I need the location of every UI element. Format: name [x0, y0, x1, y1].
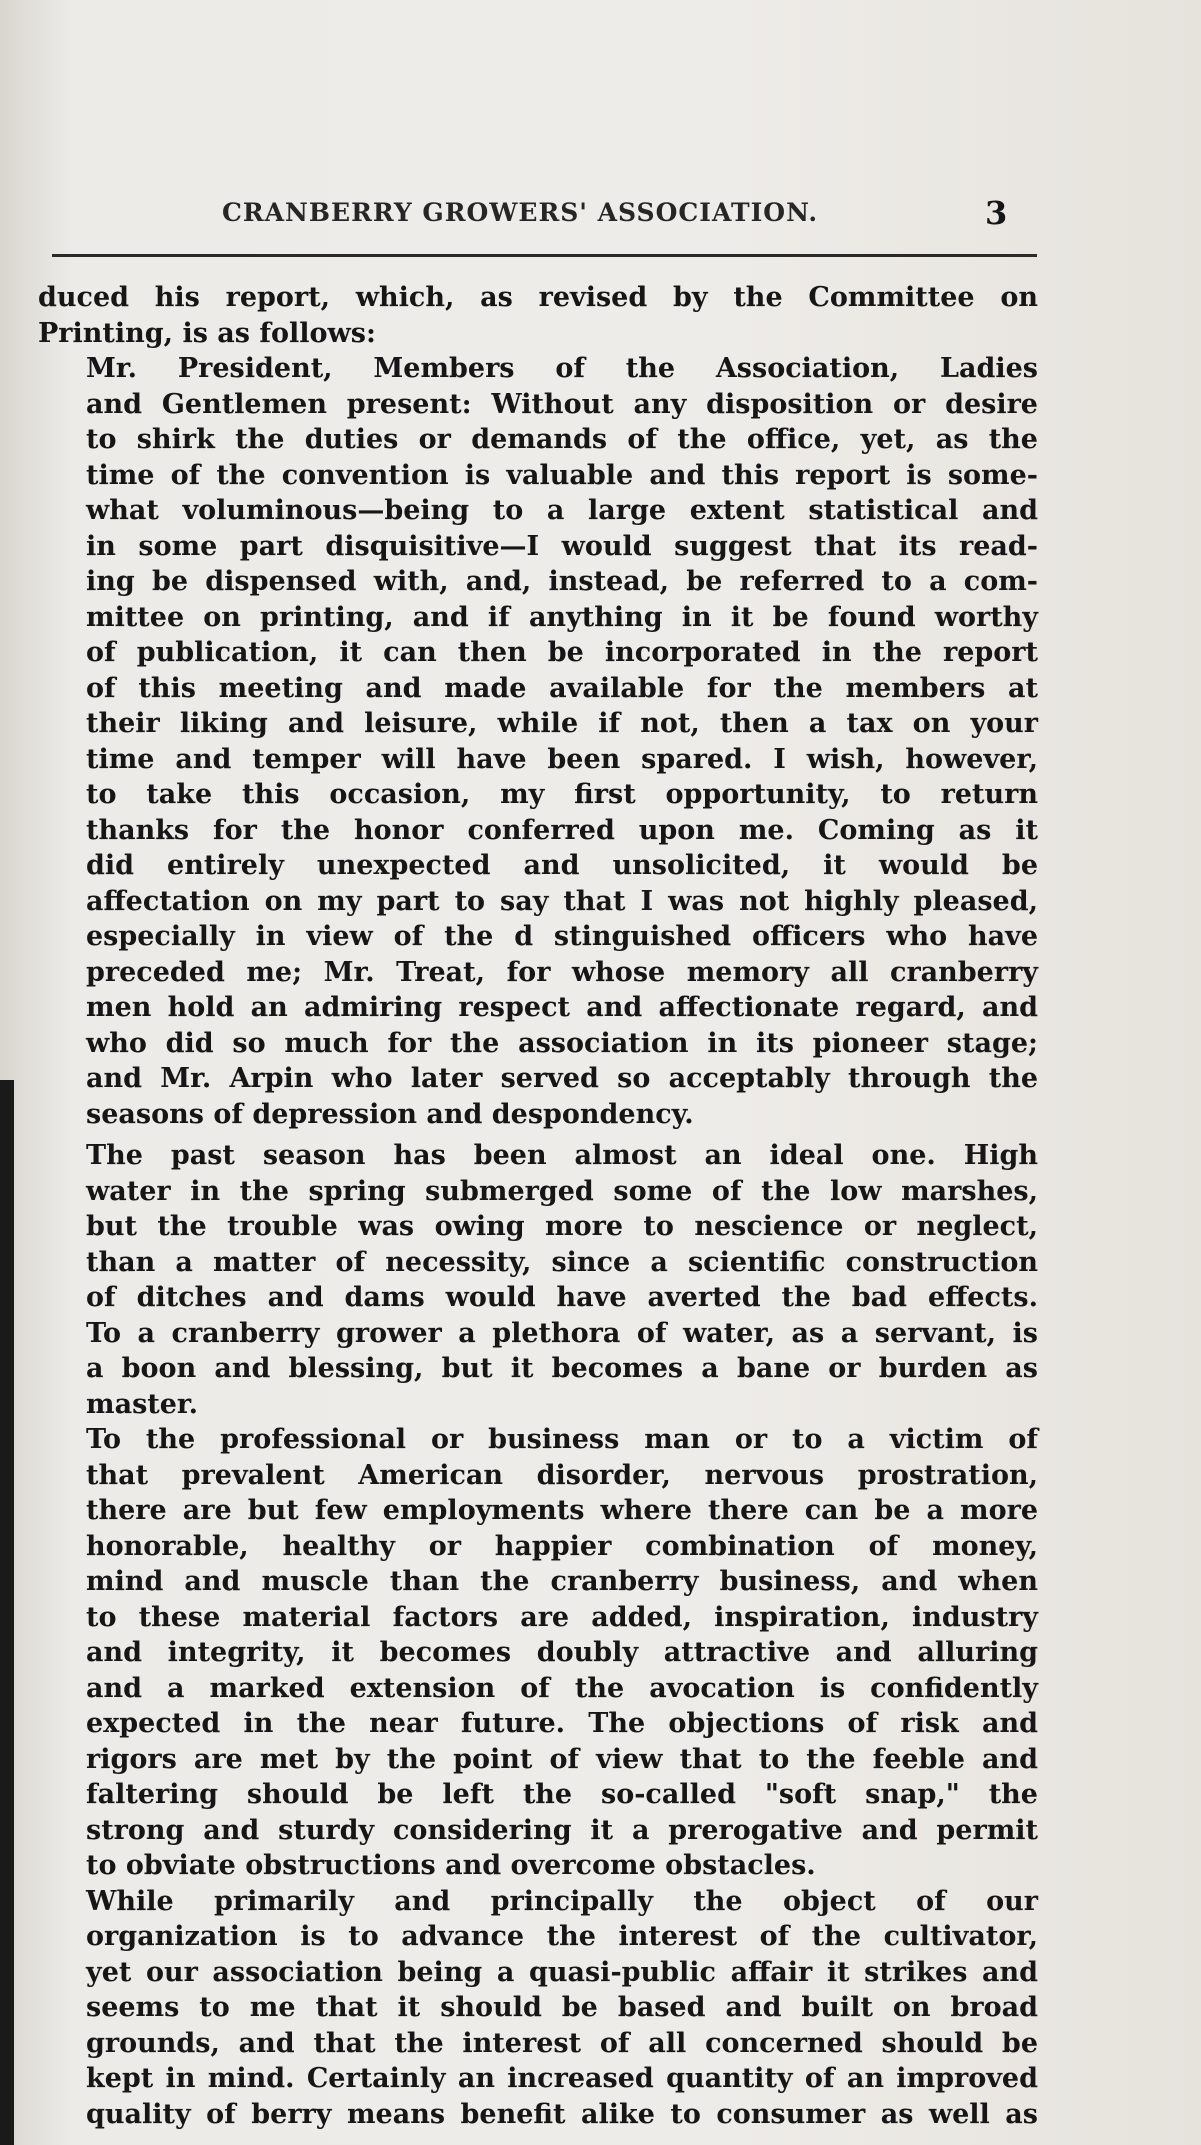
- text-line: The past season has been almost an ideal one. High: [86, 1140, 1038, 1171]
- text-line: To the professional or business man or to a victim of: [86, 1424, 1038, 1455]
- text-line: expected in the near future. The objections of risk and: [86, 1708, 1038, 1739]
- text-line: but the trouble was owing more to nescience or neglect,: [86, 1211, 1038, 1242]
- paragraph-continuation: [38, 280, 1038, 351]
- body-text: [38, 280, 1038, 2132]
- text-line: seems to me that it should be based and built on broad: [86, 1992, 1038, 2023]
- text-line: that prevalent American disorder, nervous prostration,: [86, 1459, 1038, 1491]
- page-number: 3: [985, 194, 1008, 232]
- text-line: organization is to advance the interest of the cultivator,: [86, 1921, 1038, 1952]
- text-line: time and temper will have been spared. I wish, however,: [86, 743, 1038, 775]
- text-line: to these material factors are added, inspiration, industry: [86, 1601, 1038, 1633]
- text-line: thanks for the honor conferred upon me. Coming as it: [86, 814, 1038, 846]
- text-line: time of the convention is valuable and this report is some-: [86, 459, 1038, 491]
- scan-edge-shadow: [0, 1080, 14, 2145]
- text-line: and Mr. Arpin who later served so acceptably through the: [86, 1063, 1038, 1094]
- text-line: faltering should be left the so-called "soft snap," the: [86, 1779, 1038, 1810]
- text-line: grounds, and that the interest of all concerned should be: [86, 2027, 1038, 2059]
- text-line: of ditches and dams would have averted the bad effects.: [86, 1282, 1038, 1313]
- text-line: seasons of depression and despondency.: [86, 1098, 694, 1130]
- paragraph-address: [38, 351, 1038, 1132]
- text-line: and Gentlemen present: Without any disposition or desire: [86, 388, 1038, 420]
- header-rule: [52, 254, 1037, 257]
- running-title: CRANBERRY GROWERS' ASSOCIATION.: [221, 198, 819, 227]
- text-line: did entirely unexpected and unsolicited, it would be: [86, 850, 1038, 881]
- text-line: affectation on my part to say that I was not highly pleased,: [86, 885, 1038, 917]
- text-line: quality of berry means benefit alike to consumer as well as: [86, 2098, 1038, 2130]
- text-line: duced his report, which, as revised by the Committee on: [38, 282, 1038, 313]
- text-line: and a marked extension of the avocation is confidently: [86, 1672, 1038, 1704]
- text-line: men hold an admiring respect and affectionate regard, and: [86, 992, 1038, 1023]
- paragraph-business: [38, 1422, 1038, 1884]
- text-line: yet our association being a quasi-public affair it strikes and: [86, 1956, 1038, 1988]
- text-line: honorable, healthy or happier combination of money,: [86, 1530, 1038, 1562]
- text-line: mind and muscle than the cranberry business, and when: [86, 1566, 1038, 1597]
- text-line: especially in view of the d stinguished officers who have: [86, 921, 1038, 952]
- paragraph-season: [38, 1138, 1038, 1422]
- text-line: To a cranberry grower a plethora of water, as a servant, is: [86, 1317, 1038, 1349]
- text-line: rigors are met by the point of view that to the feeble and: [86, 1743, 1038, 1775]
- text-line: in some part disquisitive—I would suggest that its read-: [86, 530, 1038, 562]
- text-line: their liking and leisure, while if not, then a tax on your: [86, 708, 1038, 739]
- text-line: mittee on printing, and if anything in it be found worthy: [86, 601, 1038, 633]
- text-line: to obviate obstructions and overcome obstacles.: [86, 1850, 816, 1881]
- text-line: preceded me; Mr. Treat, for whose memory all cranberry: [86, 956, 1038, 988]
- text-line: of publication, it can then be incorporated in the report: [86, 637, 1038, 668]
- text-line: water in the spring submerged some of the low marshes,: [86, 1175, 1038, 1207]
- text-line: While primarily and principally the object of our: [86, 1885, 1038, 1917]
- text-line: and integrity, it becomes doubly attractive and alluring: [86, 1637, 1038, 1668]
- text-line: a boon and blessing, but it becomes a bane or burden as: [86, 1353, 1038, 1384]
- text-line: kept in mind. Certainly an increased quantity of an improved: [86, 2063, 1038, 2094]
- text-line: ing be dispensed with, and, instead, be referred to a com-: [86, 566, 1038, 597]
- text-line: to take this occasion, my first opportunity, to return: [86, 779, 1038, 810]
- text-line: what voluminous—being to a large extent statistical and: [86, 495, 1038, 526]
- paragraph-organization: [38, 1884, 1038, 2133]
- text-line: Printing, is as follows:: [38, 317, 376, 349]
- text-line: strong and sturdy considering it a prerogative and permit: [86, 1814, 1038, 1846]
- text-line: Mr. President, Members of the Association, Ladies: [86, 353, 1038, 384]
- text-line: than a matter of necessity, since a scientific construction: [86, 1246, 1038, 1278]
- text-line: master.: [86, 1388, 199, 1420]
- text-line: who did so much for the association in its pioneer stage;: [86, 1027, 1038, 1059]
- text-line: to shirk the duties or demands of the office, yet, as the: [86, 424, 1038, 455]
- text-line: there are but few employments where there can be a more: [86, 1495, 1038, 1526]
- text-line: of this meeting and made available for the members at: [86, 672, 1038, 704]
- running-header: [0, 194, 1201, 238]
